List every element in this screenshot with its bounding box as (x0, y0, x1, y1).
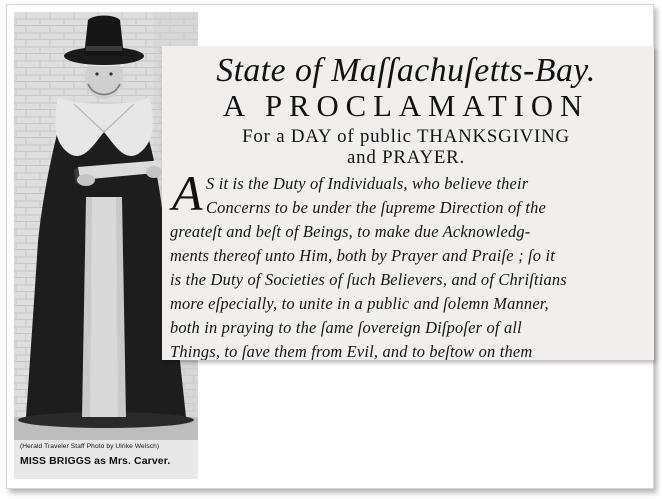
body-line: more eſpecially, to unite in a public and ſolemn Manner, (170, 294, 549, 313)
body-line: both in praying to the ſame ſovereign Diſpoſer of all (170, 318, 522, 337)
body-line: is the Duty of Societies of ſuch Believers, and of Chriſtians (170, 270, 567, 289)
proclamation-subheading-2: and PRAYER. (347, 147, 466, 168)
photo-caption: MISS BRIGGS as Mrs. Carver. (20, 455, 171, 467)
state-title: State of Maſſachuſetts-Bay. (216, 52, 596, 89)
proclamation-subheading-1: For a DAY of public THANKSGIVING (242, 126, 570, 147)
drop-cap: A (172, 165, 203, 221)
proclamation-clipping (162, 46, 654, 360)
body-line: greateſt and beſt of Beings, to make due Acknowledg- (170, 222, 531, 241)
body-line: Things, to ſave them from Evil, and to beſtow on them (170, 342, 533, 360)
body-line: S it is the Duty of Individuals, who believe their (206, 174, 529, 193)
body-line: Concerns to be under the ſupreme Direction of the (206, 198, 546, 217)
proclamation-heading: A PROCLAMATION (222, 88, 590, 123)
body-line: ments thereof unto Him, both by Prayer and Praiſe ; ſo it (170, 246, 555, 265)
photo-credit: (Herald Traveler Staff Photo by Ulrike Welsch) (20, 443, 160, 450)
